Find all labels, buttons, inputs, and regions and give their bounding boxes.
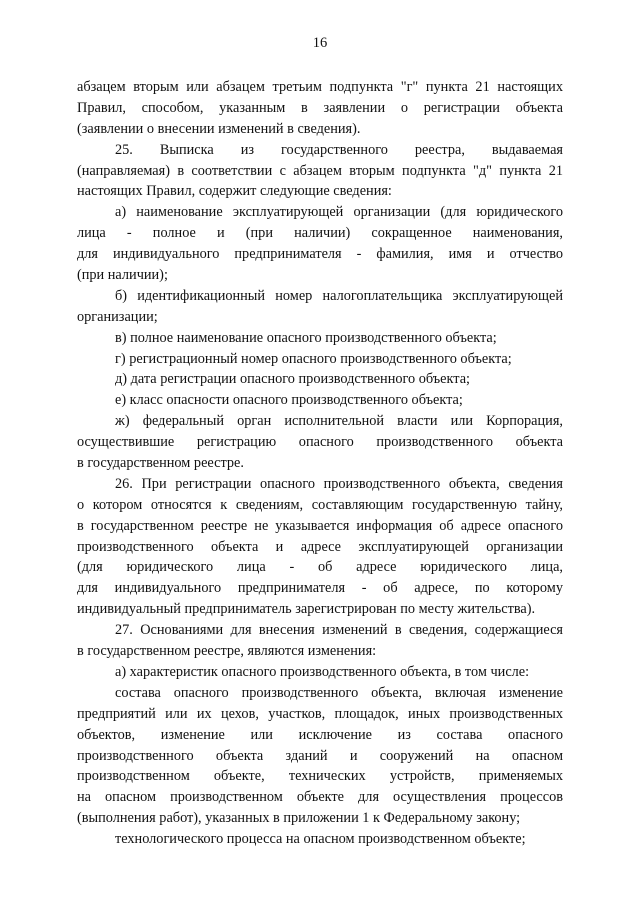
text-line: д) дата регистрации опасного производственного объекта; [115, 371, 471, 388]
text-line: Правил, способом, указанным в заявлении о регистрации объекта [77, 99, 563, 116]
text-line: (выполнения работ), указанных в приложении 1 к Федеральному закону; [77, 810, 521, 827]
text-line: производственного объекта зданий и сооружений на опасном [77, 747, 563, 764]
text-line: (направляемая) в соответствии с абзацем вторым подпункта "д" пункта 21 [77, 162, 563, 179]
text-line: а) характеристик опасного производственного объекта, в том числе: [115, 663, 530, 680]
text-line: в) полное наименование опасного производственного объекта; [115, 329, 497, 346]
text-line: в государственном реестре не указывается информация об адресе опасного [77, 517, 563, 534]
text-line: для индивидуального предпринимателя - фамилия, имя и отчество [77, 246, 563, 263]
text-line: настоящих Правил, содержит следующие сведения: [77, 183, 392, 200]
text-line: е) класс опасности опасного производственного объекта; [115, 392, 463, 409]
text-line: а) наименование эксплуатирующей организации (для юридического [115, 204, 563, 221]
text-line: (заявлении о внесении изменений в сведения). [77, 120, 361, 137]
text-line: на опасном производственном объекте для осуществления процессов [77, 789, 563, 806]
text-line: производственного объекта и адресе эксплуатирующей организации [77, 538, 563, 555]
text-line: технологического процесса на опасном производственном объекте; [115, 831, 526, 848]
text-line: предприятий или их цехов, участков, площадок, иных производственных [77, 705, 563, 722]
text-line: производственном объекте, технических устройств, применяемых [77, 768, 563, 785]
text-line: индивидуальный предприниматель зарегистрирован по месту жительства). [77, 601, 536, 618]
text-line: о котором относятся к сведениям, составляющим государственную тайну, [77, 496, 563, 513]
text-line: (для юридического лица - об адресе юридического лица, [77, 559, 563, 576]
text-line: ж) федеральный орган исполнительной власти или Корпорация, [115, 413, 563, 430]
text-line: лица - полное и (при наличии) сокращенное наименования, [77, 225, 563, 242]
text-line: б) идентификационный номер налогоплательщика эксплуатирующей [115, 287, 563, 304]
text-line: состава опасного производственного объекта, включая изменение [115, 684, 563, 701]
text-line: 26. При регистрации опасного производственного объекта, сведения [115, 475, 563, 492]
text-line: 27. Основаниями для внесения изменений в сведения, содержащиеся [115, 622, 563, 639]
text-line: 25. Выписка из государственного реестра, выдаваемая [115, 141, 563, 158]
text-line: организации; [77, 308, 158, 325]
page-number: 16 [312, 35, 328, 51]
text-line: осуществившие регистрацию опасного производственного объекта [77, 434, 563, 451]
text-line: для индивидуального предпринимателя - об адресе, по которому [77, 580, 563, 597]
text-line: (при наличии); [77, 267, 168, 284]
text-line: в государственном реестре. [77, 455, 244, 472]
text-line: абзацем вторым или абзацем третьим подпункта "г" пункта 21 настоящих [77, 79, 563, 95]
text-line: в государственном реестре, являются изменения: [77, 643, 377, 660]
document-body [77, 77, 563, 850]
text-line: объектов, изменение или исключение из состава опасного [77, 726, 563, 743]
text-line: г) регистрационный номер опасного производственного объекта; [115, 350, 512, 367]
